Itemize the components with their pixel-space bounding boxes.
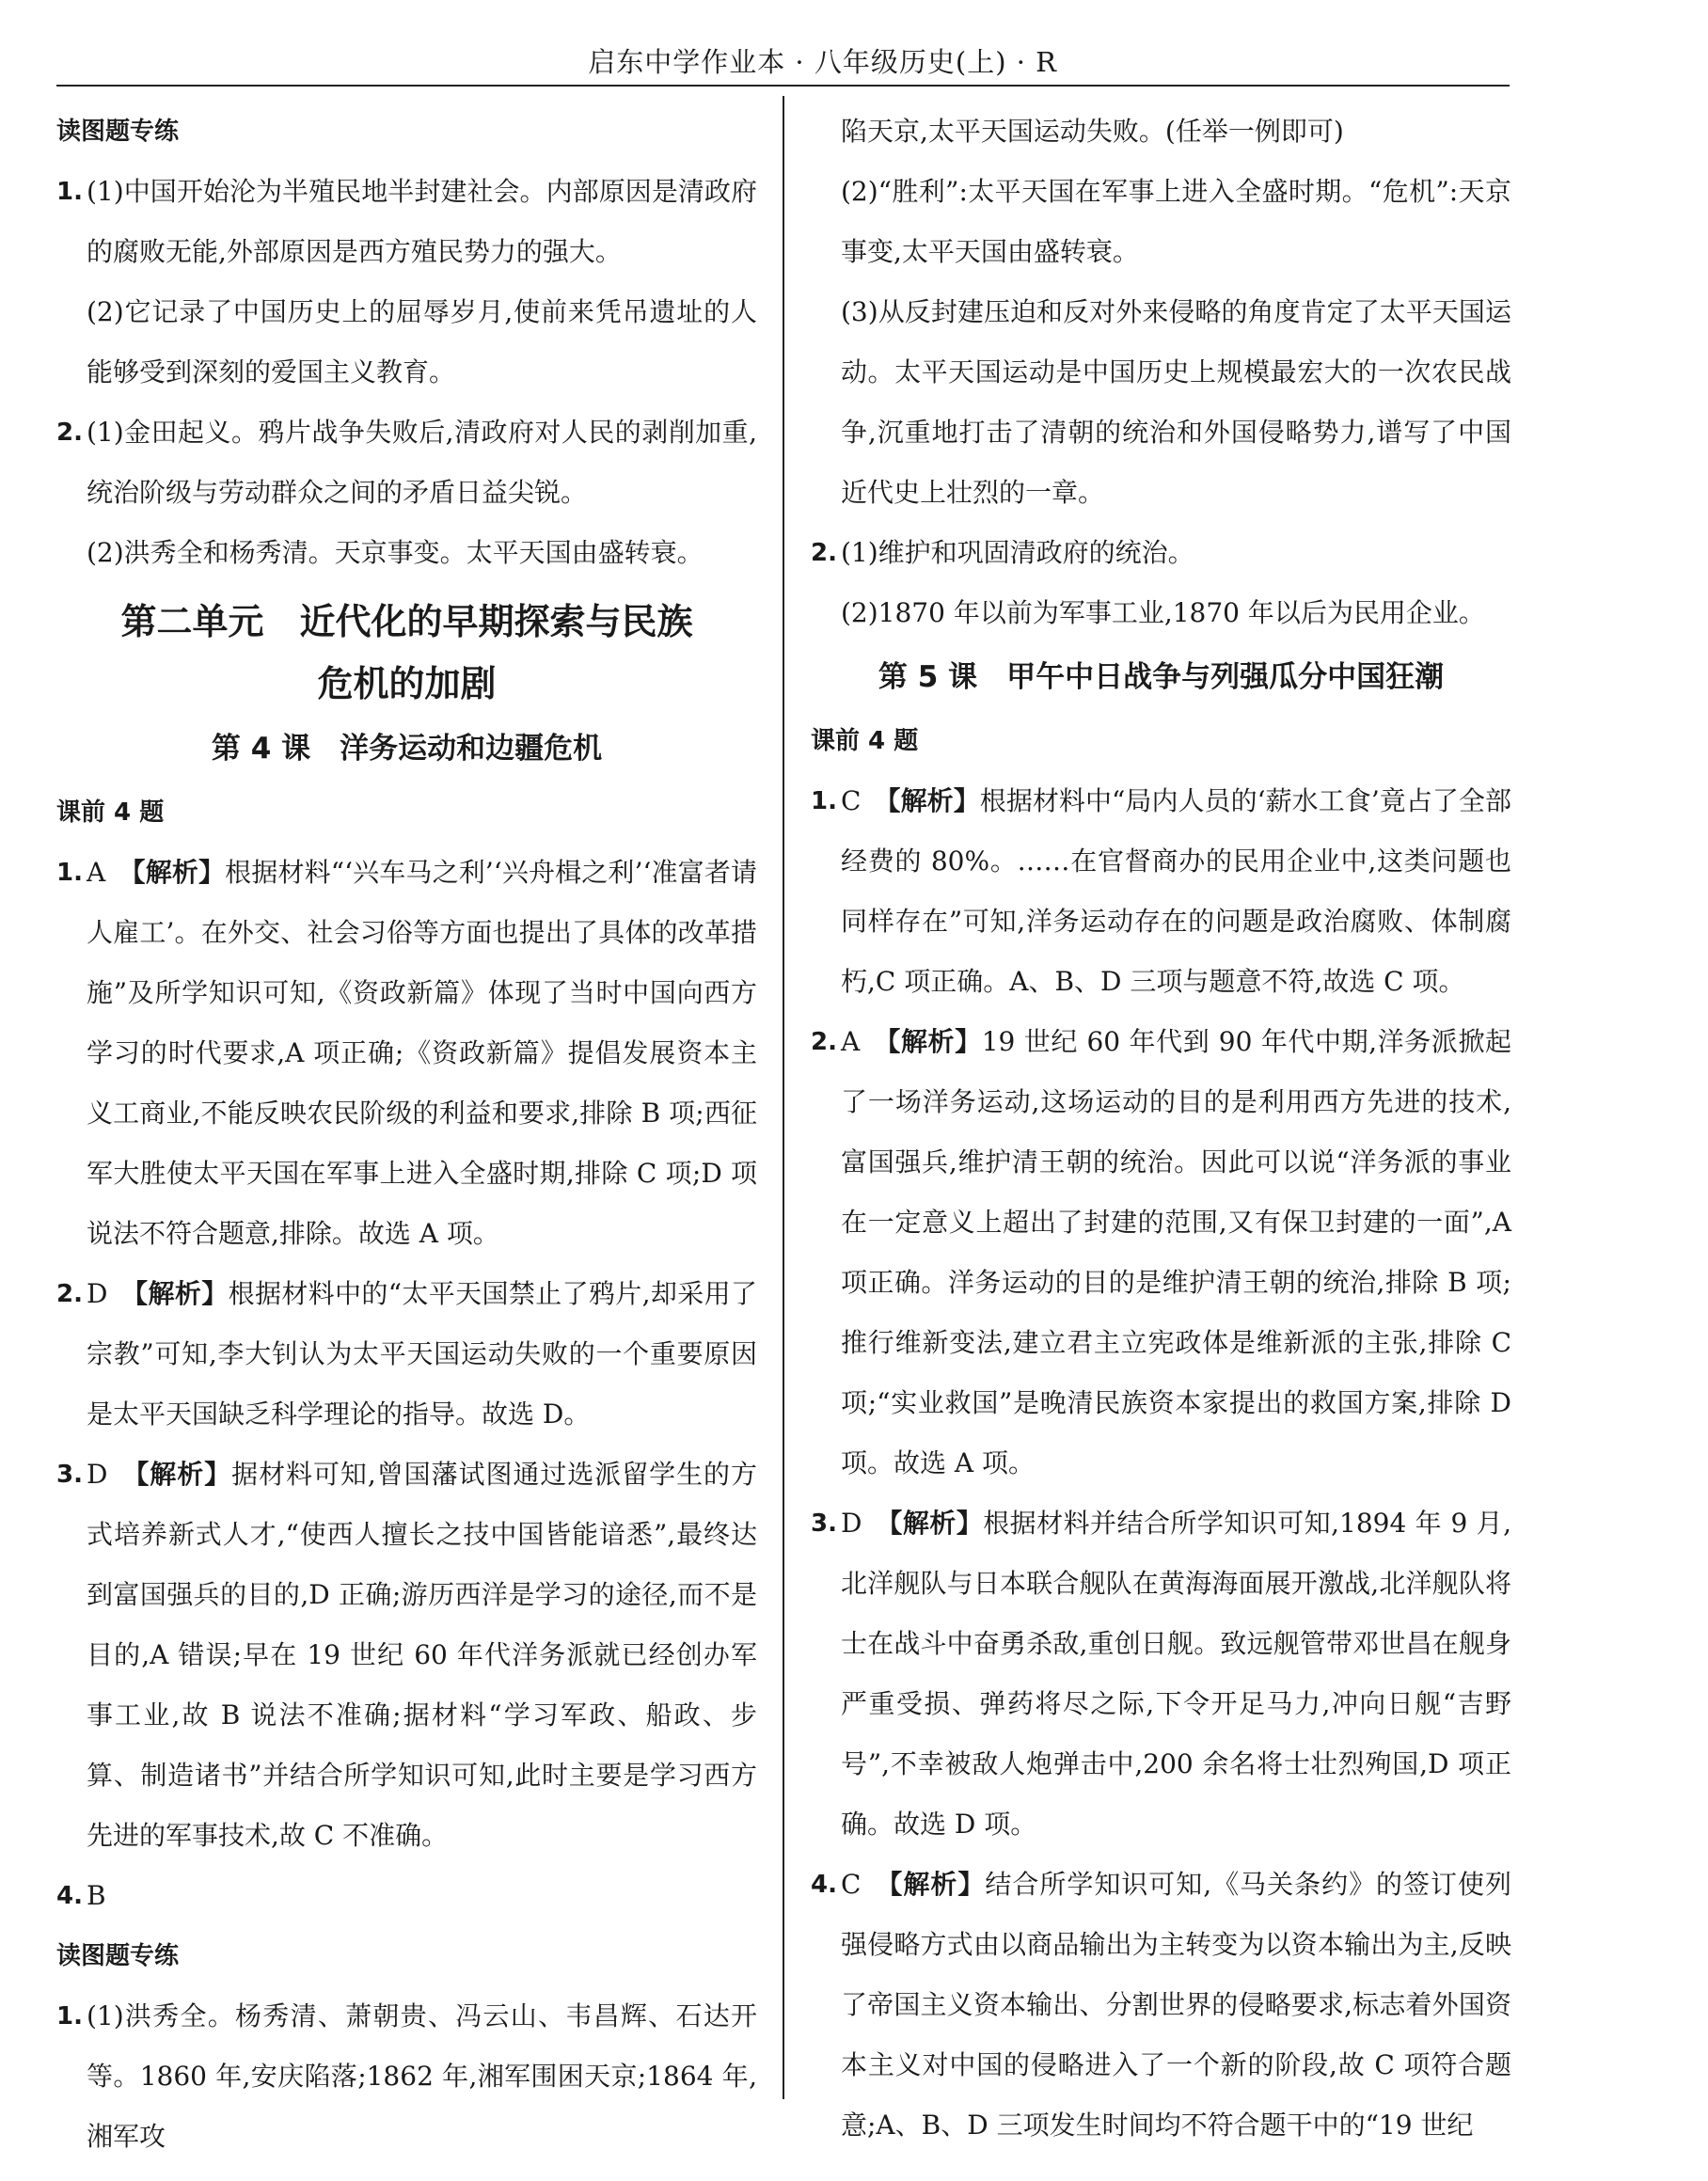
prelesson-question-2 [56, 1264, 757, 1445]
unit-title-line1: 第二单元 近代化的早期探索与民族 [120, 601, 693, 642]
analysis-tag: 【解析】 [887, 785, 980, 816]
lesson-5-title: 第 5 课 甲午中日战争与列强瓜分中国狂潮 [878, 660, 1445, 694]
item-number: 2. [56, 419, 83, 447]
item-number: 3. [56, 1461, 83, 1489]
answer-letter: D [87, 1459, 108, 1490]
item-body: (1)中国开始沦为半殖民地半封建社会。内部原因是清政府的腐败无能,外部原因是西方殖民势力的强大。 [87, 176, 757, 267]
section-heading-prelesson: 课前 4 题 [811, 727, 919, 755]
analysis-tag: 【解析】 [889, 1508, 984, 1539]
lesson-4-title: 第 4 课 洋务运动和边疆危机 [211, 732, 603, 766]
item-body [87, 843, 757, 1264]
item-number: 2. [811, 539, 837, 567]
item-body [841, 1855, 1511, 2156]
item-subanswer: (2)“胜利”:太平天国在军事上进入全盛时期。“危机”:天京事变,太平天国由盛转衰。 [841, 176, 1511, 267]
item-number: 2. [811, 1028, 837, 1056]
item-body [841, 771, 1511, 1012]
analysis-text: 根据材料中“局内人员的‘薪水工食’竟占了全部经费的 80%。……在官督商办的民用企业中,这类问题也同样存在”可知,洋务运动存在的问题是政治腐败、体制腐朽,C 项正确。A、B、D 三项与题意不符,故选 C 项。 [841, 785, 1511, 997]
analysis-text: 19 世纪 60 年代到 90 年代中期,洋务派掀起了一场洋务运动,这场运动的目的是利用西方先进的技术,富国强兵,维护清王朝的统治。因此可以说“洋务派的事业在一定意义上超出了封建的范围,又有保卫封建的一面”,A 项正确。洋务运动的目的是维护清王朝的统治,排除 B 项;推行维新变法,建立君主立宪政体是维新派的主张,排除 C 项;“实业救国”是晚清民族资本家提出的救国方案,排除 D 项。故选 A 项。 [841, 1026, 1511, 1478]
item-body [87, 1264, 757, 1445]
item-body [841, 1012, 1511, 1494]
section-heading-prelesson: 课前 4 题 [56, 798, 165, 827]
header-rule [56, 85, 1510, 87]
item-body: (1)维护和巩固清政府的统治。 [841, 537, 1194, 568]
item-number: 4. [56, 1882, 83, 1910]
item-body [87, 1445, 757, 1866]
item-number: 1. [56, 178, 83, 206]
item-subanswer: (2)它记录了中国历史上的屈辱岁月,使前来凭吊遗址的人能够受到深刻的爱国主义教育。 [87, 296, 757, 387]
item-number: 4. [811, 1871, 837, 1899]
item-number: 2. [56, 1280, 83, 1308]
analysis-text: 根据材料中的“太平天国禁止了鸦片,却采用了宗教”可知,李大钊认为太平天国运动失败的一个重要原因是太平天国缺乏科学理论的指导。故选 D。 [87, 1278, 757, 1430]
right-column [811, 102, 1511, 2156]
map-question-2 [56, 403, 757, 523]
map-question-1b [56, 1986, 757, 2167]
answer-letter: C [841, 1869, 862, 1900]
answer-letter: A [841, 1026, 861, 1057]
unit-title-line2: 危机的加剧 [317, 663, 497, 704]
header-title: 启东中学作业本 · 八年级历史(上) · R [588, 46, 1057, 78]
item-number: 1. [56, 859, 83, 887]
section-heading-map-practice-2: 读图题专练 [56, 1942, 180, 1970]
item-continuation: 陷天京,太平天国运动失败。(任举一例即可) [841, 116, 1344, 147]
prelesson-question-4 [811, 1855, 1511, 2156]
prelesson-question-1 [56, 843, 757, 1264]
answer-letter: C [841, 785, 862, 816]
left-column [56, 102, 757, 2167]
item-body: (1)洪秀全。杨秀清、萧朝贵、冯云山、韦昌辉、石达开等。1860 年,安庆陷落;1862 年,湘军围困天京;1864 年,湘军攻 [87, 2000, 757, 2152]
map-question-1 [56, 162, 757, 282]
prelesson-question-1 [811, 771, 1511, 1012]
item-number: 1. [811, 787, 837, 815]
item-subanswer: (3)从反封建压迫和反对外来侵略的角度肯定了太平天国运动。太平天国运动是中国历史上规模最宏大的一次农民战争,沉重地打击了清朝的统治和外国侵略势力,谱写了中国近代史上壮烈的一章。 [841, 296, 1511, 508]
analysis-text: 据材料可知,曾国藩试图通过选派留学生的方式培养新式人才,“使西人擅长之技中国皆能谙悉”,最终达到富国强兵的目的,D 正确;游历西洋是学习的途径,而不是目的,A 错误;早在 19 世纪 60 年代洋务派就已经创办军事工业,故 B 说法不准确;据材料“学习军政、船政、步算、制造诸书”并结合所学知识可知,此时主要是学习西方先进的军事技术,故 C 不准确。 [87, 1459, 757, 1851]
analysis-tag: 【解析】 [889, 1869, 986, 1900]
prelesson-question-4 [56, 1866, 757, 1926]
item-subanswer: (2)洪秀全和杨秀清。天京事变。太平天国由盛转衰。 [87, 537, 704, 568]
answer-letter: B [87, 1880, 106, 1911]
item-body [841, 1494, 1511, 1855]
analysis-text: 根据材料“‘兴车马之利’‘兴舟楫之利’‘准富者请人雇工’。在外交、社会习俗等方面也提出了具体的改革措施”及所学知识可知,《资政新篇》体现了当时中国向西方学习的时代要求,A 项正确;《资政新篇》提倡发展资本主义工商业,不能反映农民阶级的利益和要求,排除 B 项;西征军大胜使太平天国在军事上进入全盛时期,排除 C 项;D 项说法不符合题意,排除。故选 A 项。 [87, 857, 757, 1249]
column-divider [783, 96, 784, 2099]
item-body: (1)金田起义。鸦片战争失败后,清政府对人民的剥削加重,统治阶级与劳动群众之间的矛盾日益尖锐。 [87, 417, 757, 508]
answer-letter: A [87, 857, 106, 888]
analysis-tag: 【解析】 [132, 857, 226, 888]
prelesson-question-2 [811, 1012, 1511, 1494]
answer-letter: D [87, 1278, 108, 1309]
map-question-2b [811, 523, 1511, 583]
analysis-tag: 【解析】 [134, 1278, 229, 1309]
item-subanswer: (2)1870 年以前为军事工业,1870 年以后为民用企业。 [841, 597, 1485, 628]
answer-letter: D [841, 1508, 862, 1539]
prelesson-question-3 [811, 1494, 1511, 1855]
item-number: 1. [56, 2002, 83, 2031]
analysis-tag: 【解析】 [887, 1026, 982, 1057]
section-heading-map-practice: 读图题专练 [56, 118, 180, 146]
running-header [58, 41, 1507, 83]
analysis-text: 结合所学知识可知,《马关条约》的签订使列强侵略方式由以商品输出为主转变为以资本输出为主,反映了帝国主义资本输出、分割世界的侵略要求,标志着外国资本主义对中国的侵略进入了一个新的阶段,故 C 项符合题意;A、B、D 三项发生时间均不符合题干中的“19 世纪 [841, 1869, 1511, 2141]
analysis-tag: 【解析】 [135, 1459, 232, 1490]
prelesson-question-3 [56, 1445, 757, 1866]
item-number: 3. [811, 1509, 837, 1538]
analysis-text: 根据材料并结合所学知识可知,1894 年 9 月,北洋舰队与日本联合舰队在黄海海面展开激战,北洋舰队将士在战斗中奋勇杀敌,重创日舰。致远舰管带邓世昌在舰身严重受损、弹药将尽之际,下令开足马力,冲向日舰“吉野号”,不幸被敌人炮弹击中,200 余名将士壮烈殉国,D 项正确。故选 D 项。 [841, 1508, 1511, 1840]
